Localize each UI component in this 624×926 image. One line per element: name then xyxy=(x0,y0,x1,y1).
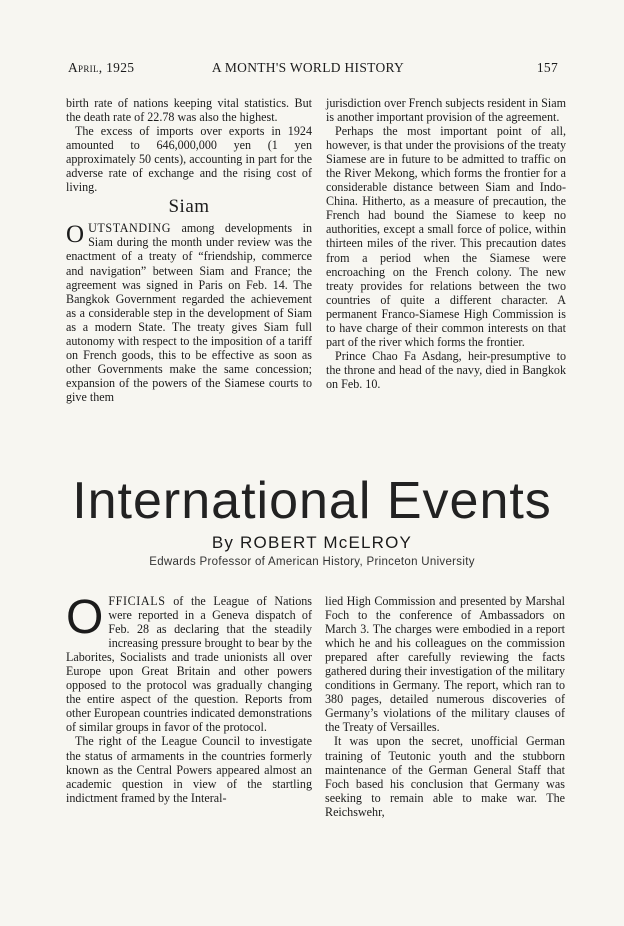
header-title: A MONTH'S WORLD HISTORY xyxy=(211,60,405,75)
paragraph-text: among developments in Siam during the month under review was the enactment of a treaty of “friendship, commerce and navigation” between Siam and France; the agreement was signed in Paris on Feb. 14. The Bangkok Government regarded the achievement as a considerable step in the development of Siam as a modern State. The treaty gives Siam full autonomy with respect to the imposition of a tariff on French goods, this to be effective as soon as other Governments make the same concession; expansion of the powers of the Siamese courts to give them xyxy=(66,221,312,404)
lead-paragraph xyxy=(66,591,312,735)
bottom-left-column xyxy=(66,591,312,805)
paragraph: It was upon the secret, unofficial German training of Teutonic youth and the stubborn maintenance of the German General Staff that Foch based his conclusion that Germany was seeking to remain able to make war. The Reichswehr, xyxy=(325,734,565,819)
top-left-column xyxy=(66,96,312,404)
paragraph: The right of the League Council to investigate the status of armaments in the countries formerly known as the Central Powers appeared almost an academic question in view of the startling indictment framed by the Interal- xyxy=(66,734,312,805)
section-heading-siam: Siam xyxy=(168,196,210,218)
paragraph: jurisdiction over French subjects resident in Siam is another important provision of the agreement. xyxy=(326,96,566,125)
paragraph: lied High Commission and presented by Marshal Foch to the conference of Ambassadors on March 3. The charges were embodied in a report which he and his colleagues on the commission prepared after carefully reviewing the facts gathered during their investigation of the military conditions in Germany. The report, which ran to 380 pages, detailed numerous discoveries of Germany’s violations of the military clauses of the Treaty of Versailles. xyxy=(325,594,565,735)
drop-cap: O xyxy=(66,221,85,249)
page-number: 157 xyxy=(536,60,558,75)
header-date: April, 1925 xyxy=(68,60,135,75)
article-byline: By ROBERT McELROY xyxy=(211,533,413,552)
paragraph: Prince Chao Fa Asdang, heir-presumptive to the throne and head of the navy, died in Bangkok on Feb. 10. xyxy=(326,348,566,391)
article-title: International Events xyxy=(72,472,552,530)
lead-word: FFICIALS xyxy=(108,594,166,608)
lead-word: UTSTANDING xyxy=(88,221,172,236)
paragraph: The excess of imports over exports in 1924 amounted to 646,000,000 yen (1 yen approximately 50 cents), accounting in part for the adverse rate of exchange and the rising cost of living. xyxy=(66,124,312,195)
top-right-column xyxy=(326,96,566,391)
bottom-right-column xyxy=(325,594,565,819)
siam-paragraph xyxy=(66,221,312,404)
author-affiliation: Edwards Professor of American History, Princeton University xyxy=(149,556,475,568)
paragraph: Perhaps the most important point of all, however, is that under the provisions of the treaty Siamese are in future to be admitted to traffic on the River Mekong, which forms the frontier for a considerable distance between Siam and Indo-China. Hitherto, as a measure of precaution, the French had bound the Siamese to keep no authorities, except a small force of police, within thirteen miles of the river. This precaution dates from a period when the Siamese were encroaching on the French colony. The new treaty provides for relations between the two countries of quite a different character. A permanent Franco-Siamese High Commission is to have charge of their common interests on that part of the river which forms the frontier. xyxy=(326,124,566,349)
drop-cap: O xyxy=(66,591,104,644)
paragraph-text: of the League of Nations were reported in a Geneva dispatch of Feb. 28 as declaring that the steadily increasing pressure brought to bear by the Laborites, Socialists and trade unionists all over Europe upon Great Britain and other powers opposed to the protocol was gradually changing the entire aspect of the question. Reports from other European countries indicated demonstrations of similar groups in favor of the protocol. xyxy=(66,594,312,735)
paragraph: birth rate of nations keeping vital statistics. But the death rate of 22.78 was also the highest. xyxy=(66,96,312,125)
running-header xyxy=(60,60,556,80)
